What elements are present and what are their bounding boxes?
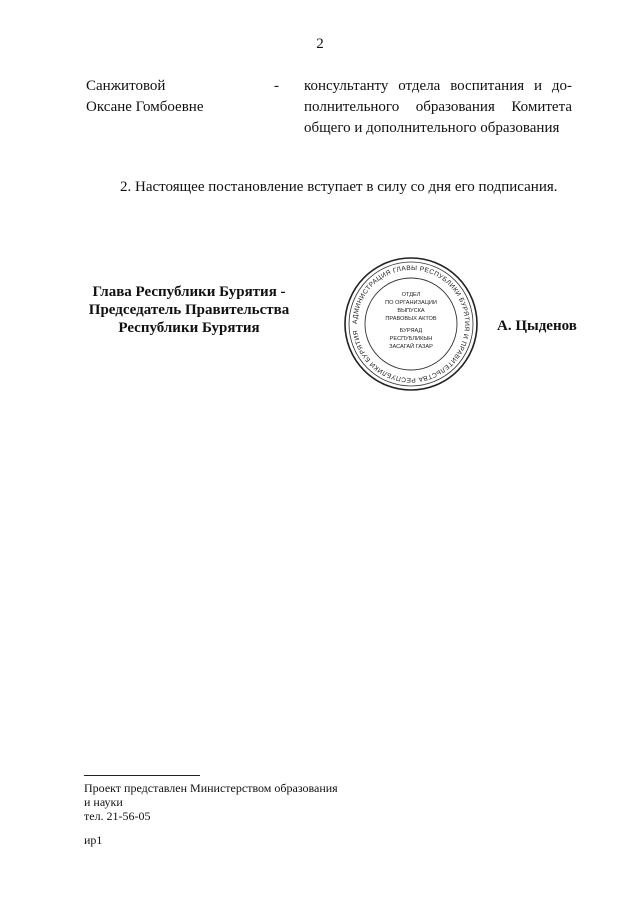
- recipient-name-line-1: Санжитовой: [86, 78, 166, 94]
- seal-inner-line-2: ПО ОРГАНИЗАЦИИ: [385, 300, 437, 306]
- recipient-name-line-2: Оксане Гомбоевне: [86, 99, 204, 115]
- footer-note-line-1: Проект представлен Министерством образования: [84, 781, 338, 795]
- footer-code: ир1: [84, 833, 103, 847]
- clause-2: 2. Настоящее постановление вступает в силу со дня его подписания.: [120, 179, 558, 195]
- svg-text:АДМИНИСТРАЦИЯ ГЛАВЫ РЕСПУБЛИКИ: [352, 265, 470, 383]
- official-seal: [343, 256, 479, 392]
- seal-inner-line-7: ЗАСАГАЙ ГАЗАР: [389, 344, 433, 350]
- recipient-role: консультанту отдела воспитания и до-полнительного образования Комитета общего и дополнительного образования: [304, 78, 572, 136]
- seal-inner-line-3: ВЫПУСКА: [397, 308, 425, 314]
- seal-inner-line-4: ПРАВОВЫХ АКТОВ: [385, 316, 437, 322]
- footer-note-line-2: и науки: [84, 795, 123, 809]
- seal-inner-line-5: БУРЯАД: [399, 328, 423, 334]
- signatory-title-line-2: Председатель Правительства: [88, 302, 290, 318]
- signatory-title-line-3: Республики Бурятия: [118, 320, 260, 336]
- seal-inner-line-1: ОТДЕЛ: [401, 292, 421, 298]
- separator-dash: -: [274, 78, 279, 94]
- footer-phone: тел. 21-56-05: [84, 809, 151, 823]
- seal-inner-line-6: РЕСПУБЛИКЫН: [389, 336, 433, 342]
- recipient-name: [86, 76, 203, 118]
- signatory-title: [84, 283, 294, 337]
- signatory-name: А. Цыденов: [497, 318, 577, 334]
- page-number: 2: [316, 36, 324, 52]
- footer-divider: [84, 775, 200, 776]
- signatory-title-line-1: Глава Республики Бурятия -: [92, 284, 286, 300]
- seal-outer-text: АДМИНИСТРАЦИЯ ГЛАВЫ РЕСПУБЛИКИ БУРЯТИЯ И ПРАВИТЕЛЬСТВА РЕСПУБЛИКИ БУРЯТИЯ: [351, 264, 471, 384]
